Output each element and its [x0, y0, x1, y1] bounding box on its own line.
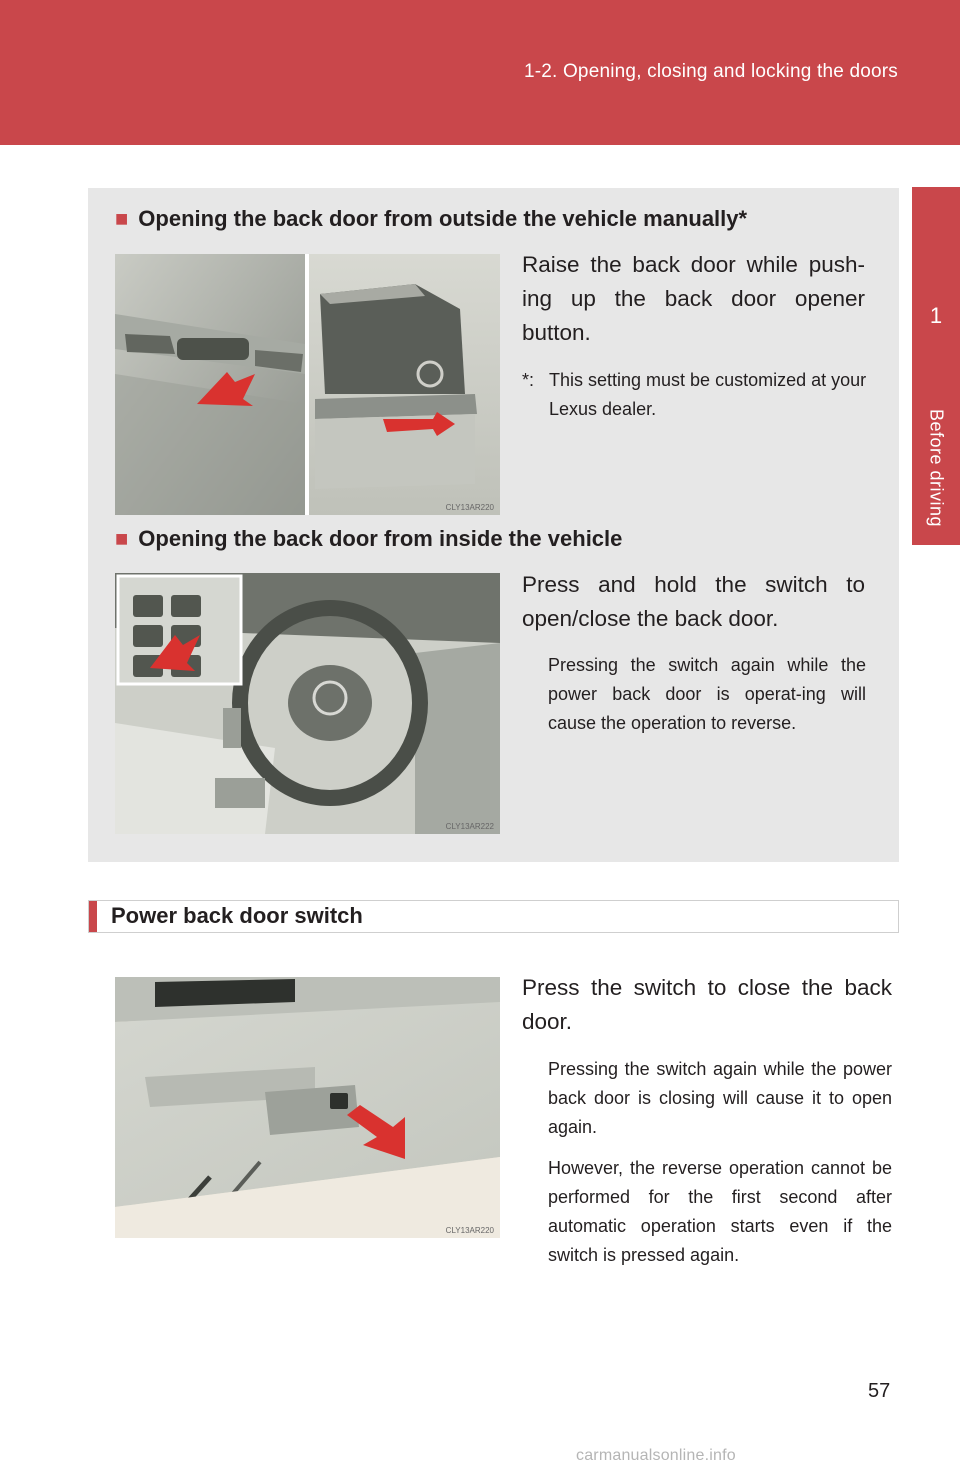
note-inside-vehicle: Pressing the switch again while the power back door is operat-ing will cause the operation to reverse. — [548, 655, 866, 733]
page-number: 57 — [868, 1380, 891, 1402]
footnote-mark: *: — [522, 370, 535, 390]
page-header — [0, 0, 960, 145]
footnote-text: This setting must be customized at your Lexus dealer. — [549, 370, 867, 419]
section-accent — [89, 901, 97, 932]
subheading-outside-manual: ■ Opening the back door from outside the vehicle manually* — [115, 206, 748, 231]
breadcrumb: 1-2. Opening, closing and locking the doors — [523, 61, 898, 82]
bullet-square-icon: ■ — [115, 206, 129, 231]
figure-back-door-opener — [115, 254, 500, 515]
figure-dashboard-switch — [115, 573, 500, 834]
figure-code: CLY13AR220 — [445, 503, 494, 512]
figure-code: CLY13AR222 — [445, 822, 494, 831]
instruction-inside-vehicle: Press and hold the switch to open/close the back door. — [522, 572, 865, 631]
figure-power-back-door-switch — [115, 977, 500, 1238]
section-title: Power back door switch — [111, 903, 363, 928]
figure-code: CLY13AR220 — [445, 1226, 494, 1235]
watermark: carmanualsonline.info — [576, 1447, 736, 1464]
section-header — [88, 900, 899, 933]
chapter-label: Before driving — [926, 408, 947, 528]
instruction-power-switch: Press the switch to close the back door. — [522, 975, 892, 1034]
note-power-switch-reverse: Pressing the switch again while the power back door is closing will cause it to open again. — [548, 1059, 892, 1137]
chapter-number: 1 — [929, 303, 943, 328]
bullet-square-icon: ■ — [115, 526, 129, 551]
instruction-outside-manual: Raise the back door while push-ing up the back door opener button. — [522, 252, 865, 345]
subheading-inside-vehicle: ■ Opening the back door from inside the vehicle — [115, 526, 623, 551]
note-power-switch-limitation: However, the reverse operation cannot be performed for the first second after automatic operation starts even if the switch is pressed again. — [548, 1158, 892, 1265]
